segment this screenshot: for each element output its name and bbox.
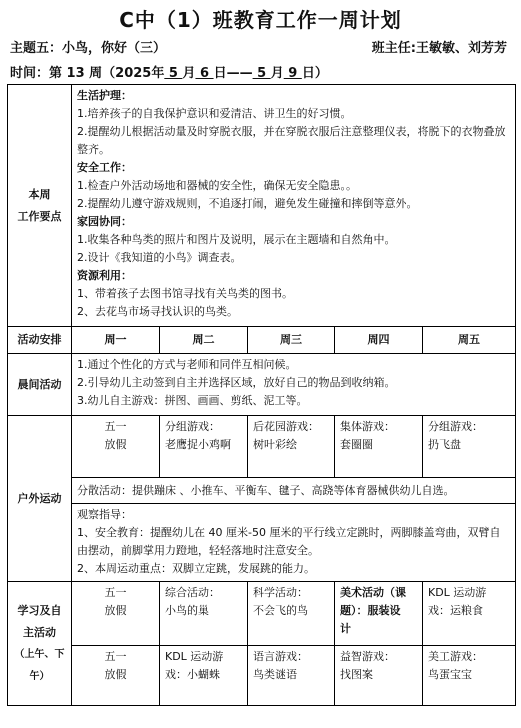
outdoor-thu — [335, 416, 423, 478]
section-title: 资源利用： — [77, 269, 132, 282]
list-item: 2.提醒幼儿遵守游戏规则，不追逐打闹，避免发生碰撞和摔倒等意外。 — [77, 197, 418, 210]
outdoor-mon — [72, 416, 160, 478]
cell-line: 科学活动： — [253, 586, 308, 599]
time-suffix: 日） — [301, 66, 328, 81]
label-line: （上午、下 — [14, 648, 65, 660]
cell-line: 戏：运粮食 — [428, 604, 483, 617]
learning-thu-2 — [335, 646, 423, 706]
cell-line: 综合活动： — [165, 586, 220, 599]
label-line: 午） — [29, 670, 50, 682]
cell-line: 鸟类谜语 — [253, 668, 297, 681]
learning-mon-2 — [72, 646, 160, 706]
day-header-wed: 周三 — [248, 327, 335, 354]
section-title: 观察指导： — [77, 508, 132, 521]
time-prefix: 时间：第 13 周（2025年 — [10, 66, 165, 81]
label-line: 主活动 — [23, 625, 56, 639]
cell-line: 语言游戏： — [253, 650, 308, 663]
outdoor-fri — [423, 416, 516, 478]
list-item: 2、去花鸟市场寻找认识的鸟类。 — [77, 305, 238, 318]
cell-line: 套圈圈 — [340, 438, 373, 451]
label-line: 学习及自 — [17, 603, 62, 617]
outdoor-scattered-row — [8, 478, 516, 504]
cell-line: 不会飞的鸟 — [253, 604, 308, 617]
end-day: 9 — [283, 66, 302, 81]
cell-line: 美术活动（课 — [340, 586, 406, 599]
weekly-plan-table — [7, 84, 516, 706]
outdoor-tue — [160, 416, 248, 478]
cell-line: 分组游戏： — [428, 420, 483, 433]
learning-wed-1 — [248, 582, 335, 646]
key-points-content — [72, 85, 516, 327]
cell-line: 五一 — [104, 650, 127, 663]
learning-fri-2 — [423, 646, 516, 706]
list-item: 1、安全教育：提醒幼儿在 40 厘米-50 厘米的平行线立定跳时，两脚膝盖弯曲，双臂自由摆动，前脚掌用力蹬地，轻轻落地时注意安全。 — [77, 526, 501, 557]
cell-line: 放假 — [104, 668, 127, 681]
cell-line: 戏：小蝴蛛 — [165, 668, 220, 681]
list-item: 2、本周运动重点：双脚立定跳，发展跳的能力。 — [77, 562, 315, 575]
cell-line: 计 — [340, 622, 351, 635]
cell-line: 扔飞盘 — [428, 438, 461, 451]
cell-line: 树叶彩绘 — [253, 438, 297, 451]
outdoor-days-row — [8, 416, 516, 478]
section-title: 生活护理： — [77, 89, 132, 102]
cell-line: KDL 运动游 — [428, 586, 487, 599]
cell-line: 分组游戏： — [165, 420, 220, 433]
list-item: 2.设计《我知道的小鸟》调查表。 — [77, 251, 242, 264]
label-line: 工作要点 — [17, 209, 62, 223]
page-title: C中（1）班教育工作一周计划 — [119, 8, 402, 32]
cell-line: 放假 — [104, 438, 127, 451]
learning-tue-1 — [160, 582, 248, 646]
list-item: 1.通过个性化的方式与老师和同伴互相问候。 — [77, 358, 297, 371]
cell-line: 找图案 — [340, 668, 373, 681]
cell-line: 题）：服装设 — [340, 604, 401, 617]
list-item: 2.提醒幼儿根据活动量及时穿脱衣服，并在穿脱衣服后注意整理仪表，将脱下的衣物叠放整齐。 — [77, 125, 506, 156]
start-month: 5 — [164, 66, 183, 81]
list-item: 3.幼儿自主游戏：拼图、画画、剪纸、泥工等。 — [77, 394, 308, 407]
cell-line: KDL 运动游 — [165, 650, 224, 663]
cell-line: 放假 — [104, 604, 127, 617]
cell-line: 美工游戏： — [428, 650, 483, 663]
list-item: 1.培养孩子的自我保护意识和爱清洁、讲卫生的好习惯。 — [77, 107, 352, 120]
learning-fri-1 — [423, 582, 516, 646]
time-text: 月 — [270, 66, 284, 81]
learning-label — [8, 582, 72, 706]
start-day: 6 — [195, 66, 214, 81]
day-header-mon: 周一 — [72, 327, 160, 354]
outdoor-label: 户外运动 — [8, 416, 72, 582]
learning-row-1 — [8, 582, 516, 646]
learning-thu-1 — [335, 582, 423, 646]
section-title: 安全工作： — [77, 161, 132, 174]
learning-wed-2 — [248, 646, 335, 706]
theme-label: 主题五：小鸟，你好（三） — [10, 41, 167, 56]
outdoor-observe-row — [8, 504, 516, 582]
outdoor-wed — [248, 416, 335, 478]
key-points-label — [8, 85, 72, 327]
cell-line: 五一 — [104, 586, 127, 599]
day-header-thu: 周四 — [335, 327, 423, 354]
list-item: 1.收集各种鸟类的照片和图片及说明，展示在主题墙和自然角中。 — [77, 233, 396, 246]
cell-line: 鸟蛋宝宝 — [428, 668, 472, 681]
label-line: 本周 — [28, 187, 51, 201]
list-item: 1、带着孩子去图书馆寻找有关鸟类的图书。 — [77, 287, 293, 300]
schedule-label: 活动安排 — [8, 327, 72, 354]
section-title: 家园协同： — [77, 215, 132, 228]
cell-line: 益智游戏： — [340, 650, 395, 663]
key-points-row — [8, 85, 516, 327]
cell-line: 老鹰捉小鸡啊 — [165, 438, 231, 451]
observe-guidance — [72, 504, 516, 582]
end-month: 5 — [252, 66, 271, 81]
morning-row — [8, 354, 516, 416]
time-label — [10, 62, 328, 81]
cell-line: 集体游戏： — [340, 420, 395, 433]
learning-tue-2 — [160, 646, 248, 706]
list-item: 1.检查户外活动场地和器械的安全性，确保无安全隐患。。 — [77, 179, 357, 192]
day-header-fri: 周五 — [423, 327, 516, 354]
time-text: 月 — [182, 66, 196, 81]
day-header-tue: 周二 — [160, 327, 248, 354]
teacher-label: 班主任:王敏敏、刘芳芳 — [371, 41, 507, 56]
schedule-header-row — [8, 327, 516, 354]
morning-label: 晨间活动 — [8, 354, 72, 416]
cell-line: 小鸟的巢 — [165, 604, 209, 617]
time-text: 日—— — [213, 66, 253, 81]
morning-content — [72, 354, 516, 416]
cell-line: 后花园游戏： — [253, 420, 319, 433]
learning-row-2 — [8, 646, 516, 706]
learning-mon-1 — [72, 582, 160, 646]
list-item: 2.引导幼儿主动签到自主并选择区域，放好自己的物品到收纳箱。 — [77, 376, 396, 389]
cell-line: 五一 — [104, 420, 127, 433]
scattered-activity: 分散活动：提供蹦床 、小推车、平衡车、毽子、高跷等体育器械供幼儿自选。 — [72, 478, 516, 504]
